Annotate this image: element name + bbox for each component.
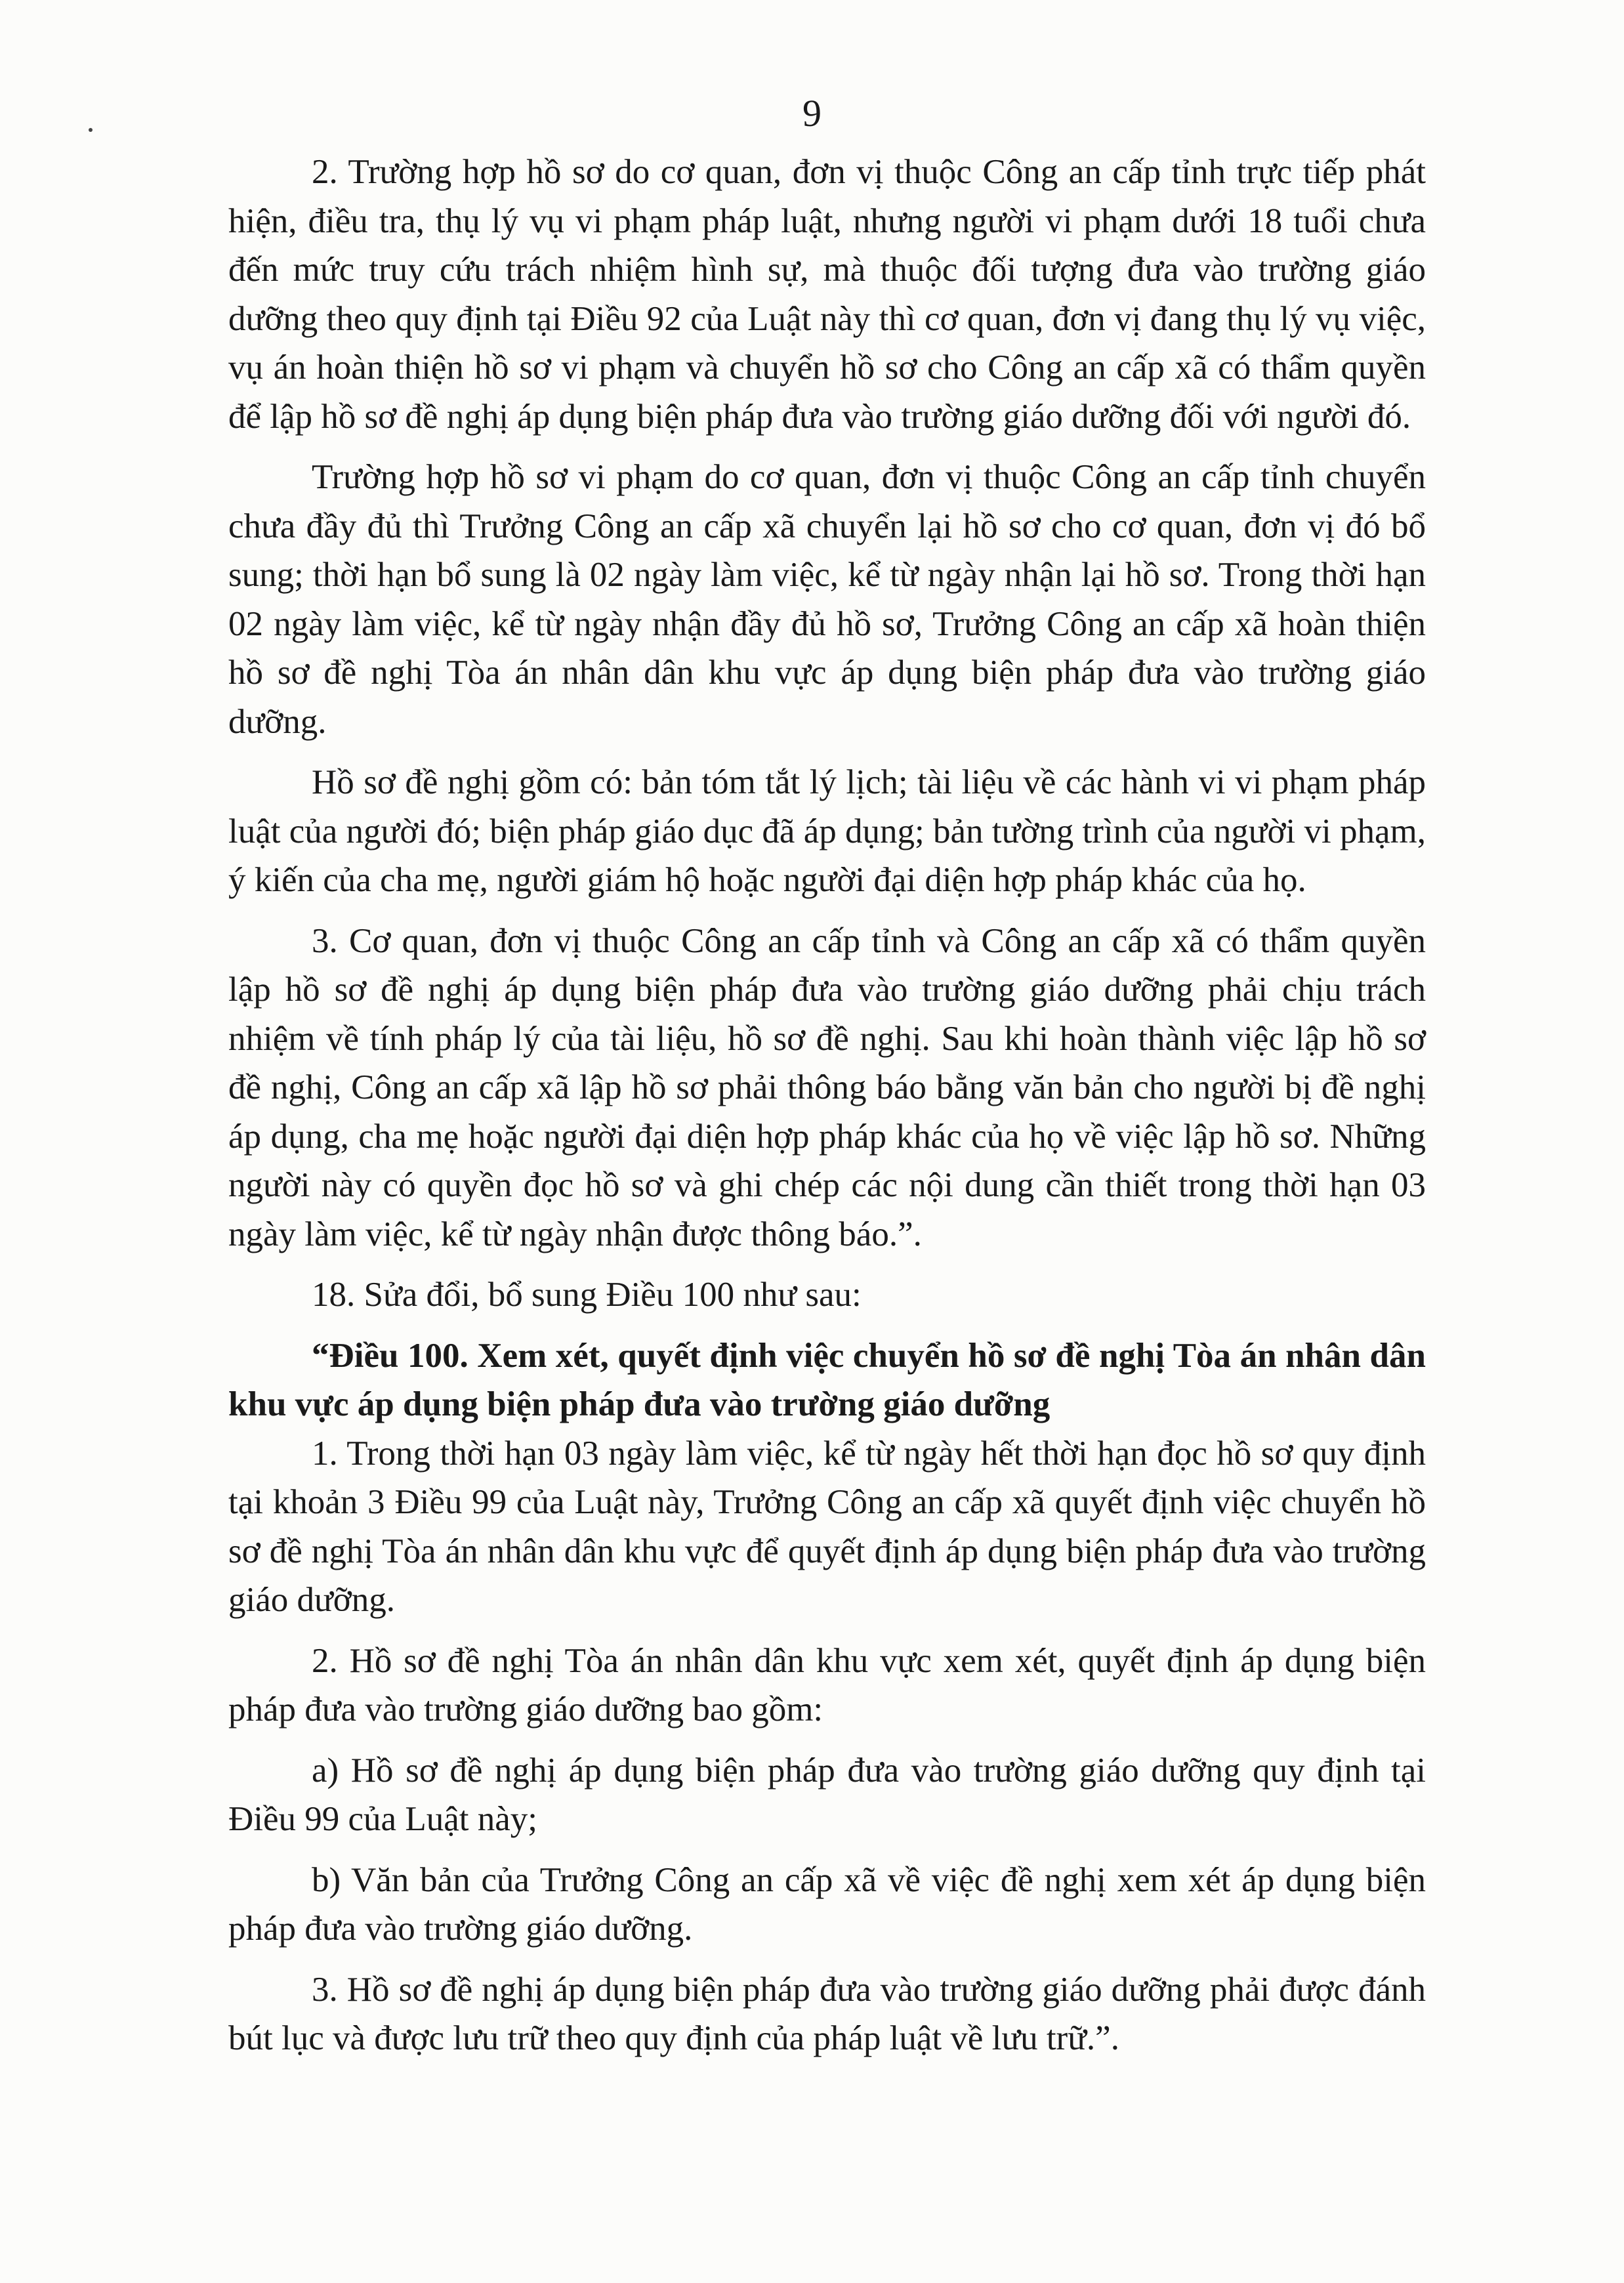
document-body: [228, 148, 1426, 2063]
article-100-point-b: b) Văn bản của Trưởng Công an cấp xã về việc đề nghị xem xét áp dụng biện pháp đưa vào trường giáo dưỡng.: [228, 1860, 1426, 1948]
article-100-clause-1: 1. Trong thời hạn 03 ngày làm việc, kể từ ngày hết thời hạn đọc hồ sơ quy định tại khoản 3 Điều 99 của Luật này, Trưởng Công an cấp xã quyết định việc chuyển hồ sơ đề nghị Tòa án nhân dân khu vực để quyết định áp dụng biện pháp đưa vào trường giáo dưỡng.: [228, 1434, 1426, 1619]
paragraph-incomplete-dossier: Trường hợp hồ sơ vi phạm do cơ quan, đơn vị thuộc Công an cấp tỉnh chuyển chưa đầy đủ thì Trưởng Công an cấp xã chuyển lại hồ sơ cho cơ quan, đơn vị đó bổ sung; thời hạn bổ sung là 02 ngày làm việc, kể từ ngày nhận lại hồ sơ. Trong thời hạn 02 ngày làm việc, kể từ ngày nhận đầy đủ hồ sơ, Trưởng Công an cấp xã hoàn thiện hồ sơ đề nghị Tòa án nhân dân khu vực áp dụng biện pháp đưa vào trường giáo dưỡng.: [228, 458, 1426, 741]
paragraph-clause-2: 2. Trường hợp hồ sơ do cơ quan, đơn vị thuộc Công an cấp tỉnh trực tiếp phát hiện, điều tra, thụ lý vụ vi phạm pháp luật, nhưng người vi phạm dưới 18 tuổi chưa đến mức truy cứu trách nhiệm hình sự, mà thuộc đối tượng đưa vào trường giáo dưỡng theo quy định tại Điều 92 của Luật này thì cơ quan, đơn vị đang thụ lý vụ việc, vụ án hoàn thiện hồ sơ vi phạm và chuyển hồ sơ cho Công an cấp xã có thẩm quyền để lập hồ sơ đề nghị áp dụng biện pháp đưa vào trường giáo dưỡng đối với người đó.: [228, 153, 1426, 436]
article-100-clause-3: 3. Hồ sơ đề nghị áp dụng biện pháp đưa vào trường giáo dưỡng phải được đánh bút lục và được lưu trữ theo quy định của pháp luật về lưu trữ.”.: [228, 1970, 1426, 2057]
page-number: 9: [802, 92, 822, 135]
article-100-point-a: a) Hồ sơ đề nghị áp dụng biện pháp đưa vào trường giáo dưỡng quy định tại Điều 99 của Luật này;: [228, 1751, 1426, 1838]
article-100-clause-2: 2. Hồ sơ đề nghị Tòa án nhân dân khu vực xem xét, quyết định áp dụng biện pháp đưa vào trường giáo dưỡng bao gồm:: [228, 1641, 1426, 1728]
paragraph-dossier-contents: Hồ sơ đề nghị gồm có: bản tóm tắt lý lịch; tài liệu về các hành vi vi phạm pháp luật của người đó; biện pháp giáo dục đã áp dụng; bản tường trình của người vi phạm, ý kiến của cha mẹ, người giám hộ hoặc người đại diện hợp pháp khác của họ.: [228, 763, 1426, 899]
paragraph-amendment-18: 18. Sửa đổi, bổ sung Điều 100 như sau:: [312, 1276, 862, 1314]
paragraph-clause-3: 3. Cơ quan, đơn vị thuộc Công an cấp tỉnh và Công an cấp xã có thẩm quyền lập hồ sơ đề nghị áp dụng biện pháp đưa vào trường giáo dưỡng phải chịu trách nhiệm về tính pháp lý của tài liệu, hồ sơ đề nghị. Sau khi hoàn thành việc lập hồ sơ đề nghị, Công an cấp xã lập hồ sơ phải thông báo bằng văn bản cho người bị đề nghị áp dụng, cha mẹ hoặc người đại diện hợp pháp khác của họ về việc lập hồ sơ. Những người này có quyền đọc hồ sơ và ghi chép các nội dung cần thiết trong thời hạn 03 ngày làm việc, kể từ ngày nhận được thông báo.”.: [228, 921, 1426, 1253]
article-100-heading: “Điều 100. Xem xét, quyết định việc chuyển hồ sơ đề nghị Tòa án nhân dân khu vực áp dụng biện pháp đưa vào trường giáo dưỡng: [228, 1336, 1426, 1423]
